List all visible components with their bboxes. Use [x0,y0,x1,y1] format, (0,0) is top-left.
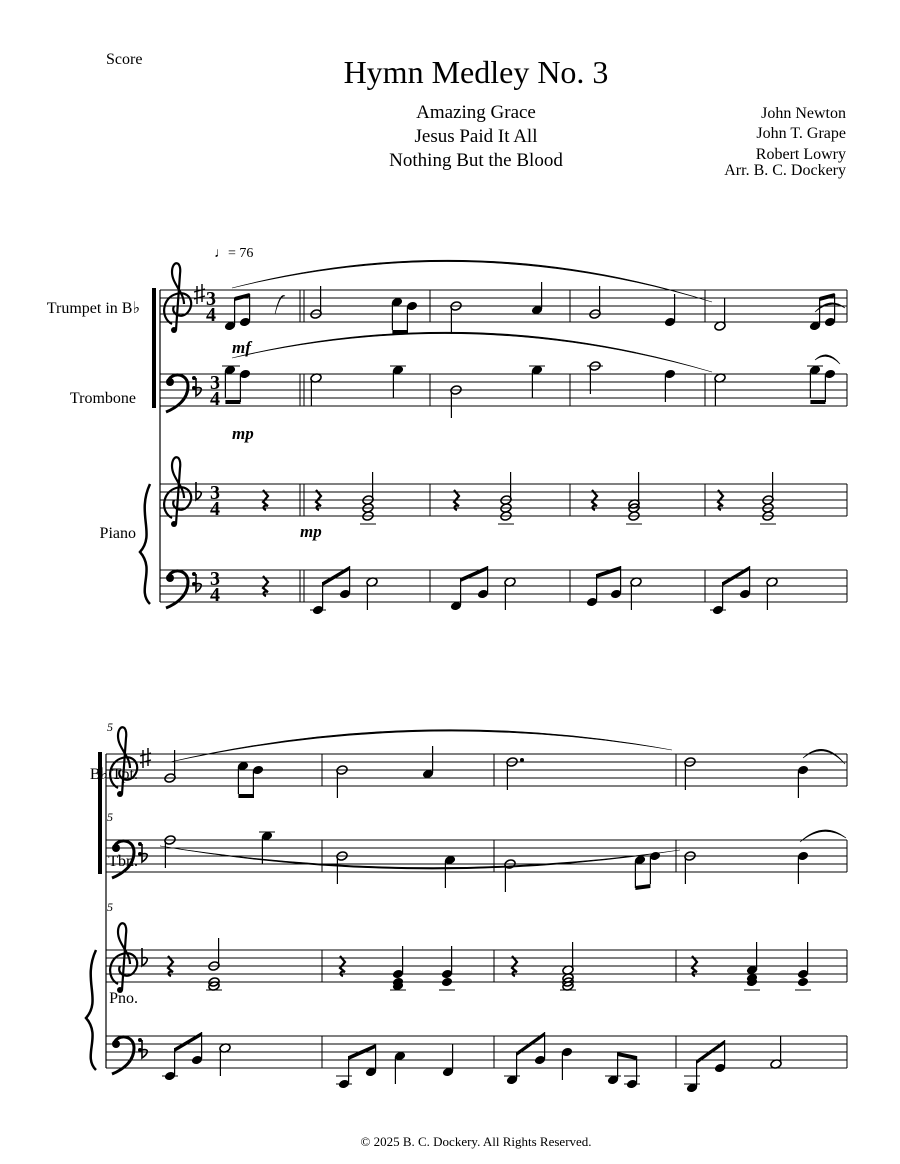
credit-newton: John Newton [761,105,846,122]
tempo-bpm: = 76 [228,246,254,261]
instrument-trumpet-short: B♭ Tpt. [89,766,138,783]
score-label: Score [106,51,143,68]
copyright-notice: © 2025 B. C. Dockery. All Rights Reserved. [360,1134,592,1149]
instrument-piano: Piano [99,525,136,542]
slur [160,846,680,869]
measure-number-trumpet: 5 [107,720,113,734]
flat-icon [196,574,201,592]
time-signature-bottom: 4 [210,498,220,520]
slur [170,730,672,762]
measure-number-piano: 5 [107,900,113,914]
note-beam [810,400,825,404]
instrument-trumpet: Trumpet in B♭ [46,300,140,317]
instrument-trombone-short: Tbn. [108,853,138,870]
quarter-note-icon: ♩ [214,246,228,261]
credit-arranger: Arr. B. C. Dockery [724,162,846,179]
note-beam [618,1052,637,1060]
staff-layer [86,288,847,1070]
dynamic-piano: mp [300,522,322,541]
note-beam [225,400,240,404]
tempo-marking [214,246,253,262]
dot [520,758,524,762]
time-signature-top: 3 [210,482,220,504]
dynamic-trombone: mp [232,424,254,443]
time-signature-bottom: 4 [206,304,216,326]
credit-grape: John T. Grape [756,125,846,142]
slur [815,355,840,364]
chord-note [441,977,453,988]
time-signature-top: 3 [210,372,220,394]
flat-icon [142,948,147,966]
measure-number-trombone: 5 [107,810,113,824]
note-beam [723,566,750,586]
note-layer [110,260,846,1093]
chord-note [797,977,809,988]
dynamic-trumpet: mf [232,338,251,357]
piano-brace [86,950,96,1070]
subtitle-amazing-grace: Amazing Grace [416,102,536,123]
time-signature-top: 3 [206,288,216,310]
note-beam [238,794,253,798]
note-beam [597,566,621,578]
sharp-icon [194,284,205,304]
flat-icon [196,378,201,396]
time-signature-bottom: 4 [210,584,220,606]
subtitle-nothing-but-the-blood: Nothing But the Blood [389,150,563,171]
instrument-trombone: Trombone [69,390,136,407]
subtitle-jesus-paid-it-all: Jesus Paid It All [414,126,538,147]
note-beam [635,884,650,890]
note-beam [323,566,350,586]
note-beam [461,566,488,582]
flat-icon [142,1040,147,1058]
instrument-piano-short: Pno. [109,990,138,1007]
note-beam [175,1032,202,1052]
flat-icon [142,844,147,862]
credit-lowry: Robert Lowry [755,146,846,163]
slur [232,332,712,372]
note-beam [820,293,835,301]
piece-title: Hymn Medley No. 3 [343,54,609,90]
time-signature-top: 3 [210,568,220,590]
note-beam [235,293,250,301]
time-signature-bottom: 4 [210,388,220,410]
flat-icon [196,482,201,500]
sharp-icon [140,748,151,768]
piano-brace [140,484,150,604]
